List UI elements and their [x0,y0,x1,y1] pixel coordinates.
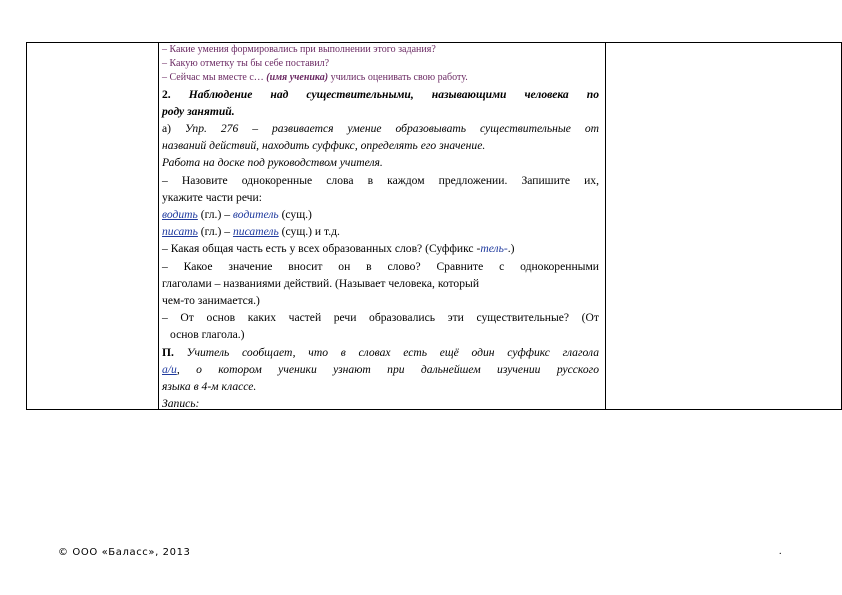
question-meaning: – Какое значение вносит он в слово? Сравните с однокоренными [162,259,599,273]
teacher-note: П. Учитель сообщает, что в словах есть ещё один суффикс глагола [162,345,599,359]
exercise-276: а) Упр. 276 – развивается умение образовывать существительные от [162,122,599,136]
question-skills: – Какие умения формировались при выполнении этого задания? [162,44,436,55]
stage-column [27,43,159,409]
section-2-heading: 2. Наблюдение над существительными, называющими человека по [162,87,599,101]
task-cognates: – Назовите однокоренные слова в каждом предложении. Запишите их, [162,173,599,187]
activity-column [162,43,599,412]
question-stems-answer: основ глагола.) [170,328,245,342]
board-work: Работа на доске под руководством учителя. [162,156,383,170]
task-cognates-cont: укажите части речи: [162,190,262,204]
question-meaning-cont: глаголами – названиями действий. (Называет человека, который [162,276,480,290]
example-pisat: писать (гл.) – писатель (сущ.) и т.д. [162,225,340,239]
example-vodit: водить (гл.) – водитель (сущ.) [162,208,312,222]
question-meaning-answer: чем-то занимается.) [162,294,260,308]
question-common-part: – Какая общая часть есть у всех образованных слов? (Суффикс -тель-.) [162,242,515,256]
question-stems: – От основ каких частей речи образовались эти существительные? (От [162,311,599,325]
copyright-footer: © ООО «Баласс», 2013 [58,547,191,558]
teacher-note-end: языка в 4-м классе. [162,380,257,394]
teacher-note-cont: а/и, о котором ученики узнают при дальнейшем изучении русского [162,362,599,376]
record-label: Запись: [162,397,200,411]
question-self-evaluation: – Сейчас мы вместе с… (имя ученика) учились оценивать свою работу. [162,72,468,84]
lesson-table [26,42,842,410]
question-grade: – Какую отметку ты бы себе поставил? [162,58,330,70]
section-2-heading-cont: роду занятий. [162,104,235,118]
notes-column [605,43,842,409]
footer-dot: . [779,546,782,557]
exercise-276-cont: названий действий, находить суффикс, определять его значение. [162,139,486,153]
